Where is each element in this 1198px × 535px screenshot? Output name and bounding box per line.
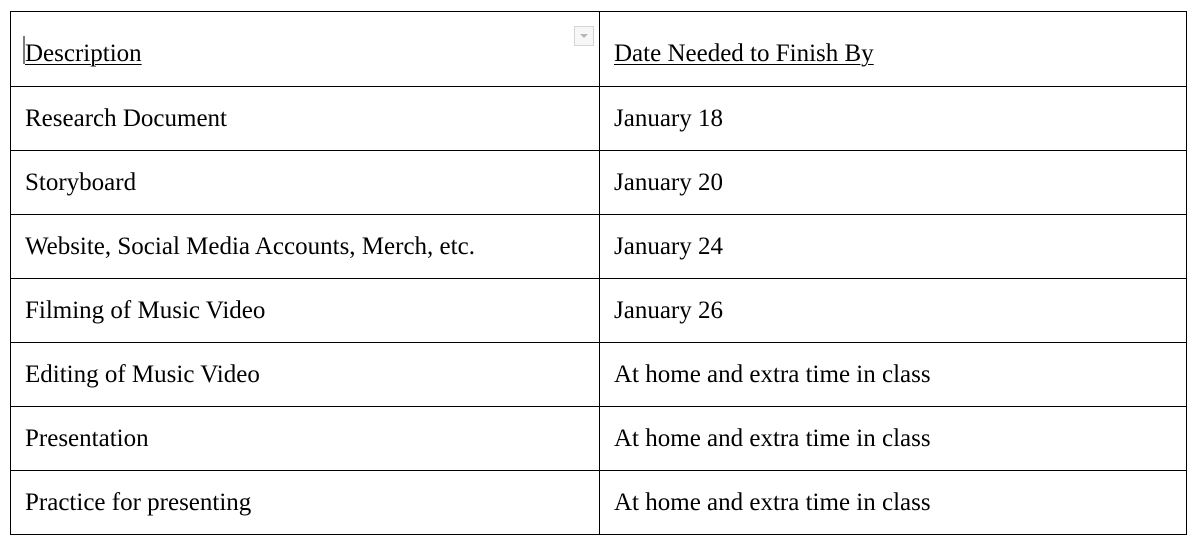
description-cell[interactable]: Filming of Music Video xyxy=(11,279,600,343)
description-cell[interactable]: Website, Social Media Accounts, Merch, etc. xyxy=(11,215,600,279)
description-cell[interactable]: Research Document xyxy=(11,87,600,151)
date-cell[interactable]: At home and extra time in class xyxy=(600,407,1187,471)
header-cell-date[interactable] xyxy=(600,12,1187,87)
header-cell-description[interactable] xyxy=(11,12,600,87)
header-date-label: Date Needed to Finish By xyxy=(614,39,874,67)
header-description-label: Description xyxy=(25,39,142,67)
date-cell[interactable]: January 24 xyxy=(600,215,1187,279)
date-cell[interactable]: January 20 xyxy=(600,151,1187,215)
table-row xyxy=(11,343,1187,407)
description-cell[interactable]: Editing of Music Video xyxy=(11,343,600,407)
description-cell[interactable]: Presentation xyxy=(11,407,600,471)
table-row xyxy=(11,407,1187,471)
table-row xyxy=(11,215,1187,279)
text-cursor xyxy=(23,36,25,64)
date-cell[interactable]: At home and extra time in class xyxy=(600,471,1187,535)
chevron-down-icon[interactable] xyxy=(574,26,594,46)
table-header-row xyxy=(11,12,1187,87)
table-row xyxy=(11,471,1187,535)
table-row xyxy=(11,151,1187,215)
description-cell[interactable]: Storyboard xyxy=(11,151,600,215)
table-row xyxy=(11,87,1187,151)
table-row xyxy=(11,279,1187,343)
date-cell[interactable]: January 26 xyxy=(600,279,1187,343)
date-cell[interactable]: At home and extra time in class xyxy=(600,343,1187,407)
description-cell[interactable]: Practice for presenting xyxy=(11,471,600,535)
date-cell[interactable]: January 18 xyxy=(600,87,1187,151)
schedule-table xyxy=(10,11,1187,535)
